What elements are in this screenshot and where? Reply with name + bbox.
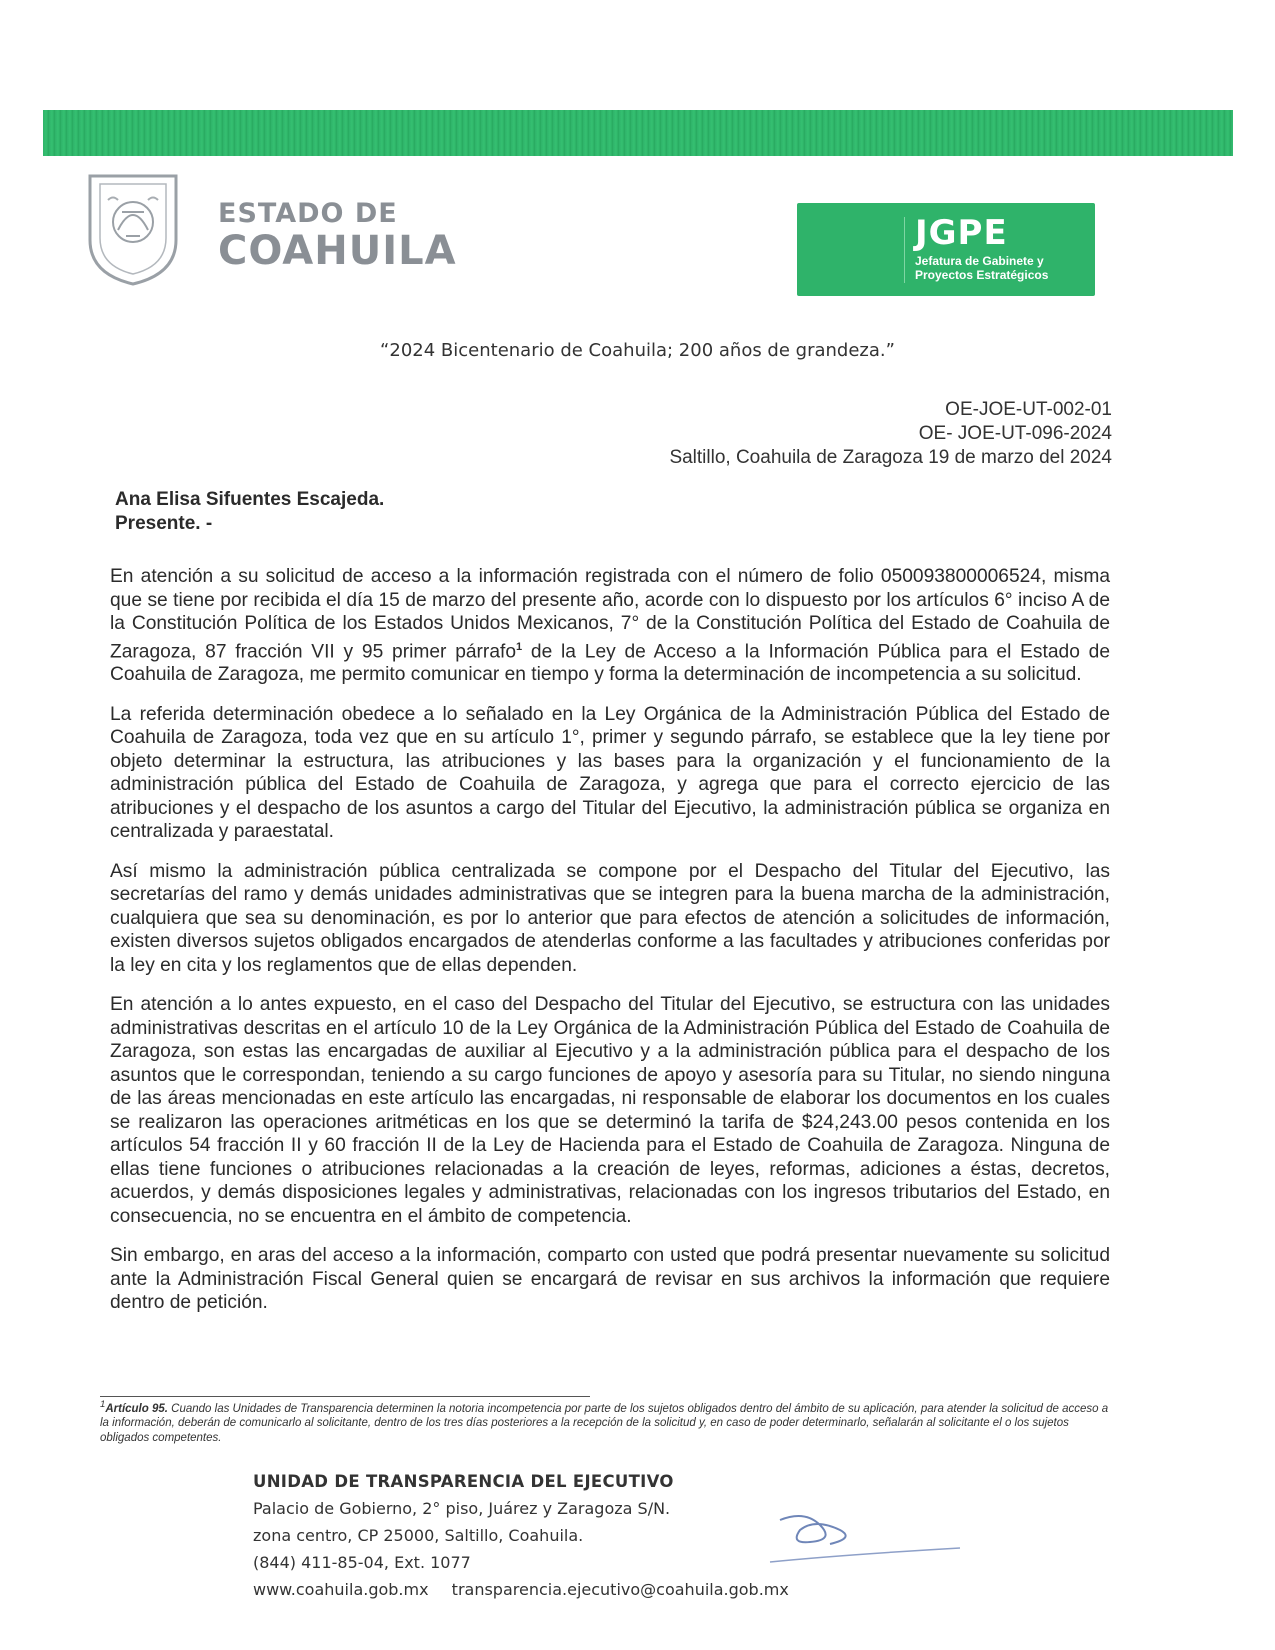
paragraph-2: La referida determinación obedece a lo señalado en la Ley Orgánica de la Administración Pública del Estado de Coahuila de Zaragoza, toda vez que en su artículo 1°, primer y segundo párrafo, se establece que la ley tiene por objeto determinar la estructura, las atribuciones y las bases para la organización y el funcionamiento de la administración pública del Estado de Coahuila de Zaragoza, y agrega que para el correcto ejercicio de las atribuciones y el despacho de los asuntos a cargo del Titular del Ejecutivo, la administración pública se organiza en centralizada y paraestatal. xyxy=(110,703,1110,843)
jgpe-name-line2: Proyectos Estratégicos xyxy=(915,268,1049,282)
footnote-text: Cuando las Unidades de Transparencia determinen la notoria incompetencia por parte de los sujetos obligados dentro del ámbito de su aplicación, para atender la solicitud de acceso a la información, deberán de comunicarlo al solicitante, dentro de los tres días posteriores a la recepción de la solicitud y, en caso de poder determinarlo, señalarán al solicitante el o los sujetos obligados competentes. xyxy=(100,1402,1109,1444)
bicentennial-motto: “2024 Bicentenario de Coahuila; 200 años de grandeza.” xyxy=(380,340,895,361)
document-code: OE-JOE-UT-002-01 xyxy=(945,399,1112,420)
paragraph-5: Sin embargo, en aras del acceso a la información, comparto con usted que podrá presentar nuevamente su solicitud ante la Administración Fiscal General quien se encargará de revisar en sus archivos la información que requiere dentro de petición. xyxy=(110,1245,1110,1314)
jgpe-acronym: JGPE xyxy=(915,213,1008,253)
contact-footer xyxy=(253,1468,789,1603)
footer-website-link[interactable]: www.coahuila.gob.mx xyxy=(253,1580,429,1599)
document-folio: OE- JOE-UT-096-2024 xyxy=(918,423,1112,444)
footnote-separator xyxy=(100,1396,590,1397)
paragraph-1 xyxy=(110,565,1110,687)
jgpe-name xyxy=(915,254,1090,282)
paragraph-3: Así mismo la administración pública centralizada se compone por el Despacho del Titular del Ejecutivo, las secretarías del ramo y demás unidades administrativas que se integren para la buena marcha de la administración, cualquiera que sea su denominación, es por lo anterior que para efectos de atención a solicitudes de información, existen diversos sujetos obligados encargados de atenderlas conforme a las facultades y atribuciones conferidas por la ley en cita y los reglamentos que de ellas dependen. xyxy=(110,860,1110,976)
state-name-line1: ESTADO DE xyxy=(218,198,398,229)
footer-email-link[interactable]: transparencia.ejecutivo@coahuila.gob.mx xyxy=(451,1580,789,1599)
paragraph-1-text: En atención a su solicitud de acceso a la información registrada con el número de folio 050093800006524, misma que se tiene por recibida el día 15 de marzo del presente año, acorde con lo dispuesto por los artículos 6° inciso A de la Constitución Política de los Estados Unidos Mexicanos, 7° de la Constitución Política del Estado de Coahuila de Zaragoza, 87 fracción VII y 95 primer párrafo xyxy=(110,566,1110,662)
footer-web-row xyxy=(253,1576,789,1603)
addressee-block xyxy=(115,488,384,536)
paragraph-1-end: de la Ley de Acceso a la Información Pública para el Estado de Coahuila de Zaragoza, me permito comunicar en tiempo y forma la determinación de incompetencia a su solicitud. xyxy=(110,640,1110,686)
footer-address-line1: Palacio de Gobierno, 2° piso, Juárez y Zaragoza S/N. xyxy=(253,1499,671,1518)
addressee-greeting: Presente. - xyxy=(115,513,213,534)
footnote-label: Artículo 95. xyxy=(105,1402,168,1415)
footer-address-line2: zona centro, CP 25000, Saltillo, Coahuila. xyxy=(253,1526,584,1545)
jgpe-name-line1: Jefatura de Gabinete y xyxy=(915,254,1044,268)
footnote xyxy=(100,1398,1110,1445)
footnote-marker: 1 xyxy=(100,1399,106,1410)
coahuila-seal-logo xyxy=(78,170,188,288)
handwritten-signature xyxy=(760,1500,980,1580)
jgpe-divider xyxy=(904,217,905,283)
paragraph-4: En atención a lo antes expuesto, en el caso del Despacho del Titular del Ejecutivo, se estructura con las unidades administrativas descritas en el artículo 10 de la Ley Orgánica de la Administración Pública del Estado de Coahuila de Zaragoza, son estas las encargadas de auxiliar al Ejecutivo y a la administración pública para el despacho de los asuntos que le correspondan, teniendo a su cargo funciones de apoyo y asesoría para su Titular, no siendo ninguna de las áreas mencionadas en este artículo las encargadas, ni responsable de elaborar los documentos en los cuales se realizaron las operaciones aritméticas en los que se determinó la tarifa de $24,243.00 pesos contenida en los artículos 54 fracción II y 60 fracción II de la Ley de Hacienda para el Estado de Coahuila de Zaragoza. Ninguna de ellas tiene funciones o atribuciones relacionadas a la creación de leyes, reformas, adiciones a éstas, decretos, acuerdos, y demás disposiciones legales y administrativas, relacionadas con los ingresos tributarios del Estado, en consecuencia, no se encuentra en el ámbito de competencia. xyxy=(110,994,1110,1227)
footer-phone: (844) 411-85-04, Ext. 1077 xyxy=(253,1553,471,1572)
jgpe-logo xyxy=(797,203,1095,296)
state-name-line2: COAHUILA xyxy=(218,228,457,274)
addressee-name: Ana Elisa Sifuentes Escajeda. xyxy=(115,489,385,510)
document-references xyxy=(669,398,1112,470)
state-name-logo xyxy=(218,198,457,274)
place-and-date: Saltillo, Coahuila de Zaragoza 19 de marzo del 2024 xyxy=(669,447,1112,468)
transparency-unit-title: UNIDAD DE TRANSPARENCIA DEL EJECUTIVO xyxy=(253,1472,674,1491)
footnote-reference: 1 xyxy=(516,640,523,653)
letter-body xyxy=(110,565,1110,1331)
header-green-band xyxy=(43,110,1233,156)
